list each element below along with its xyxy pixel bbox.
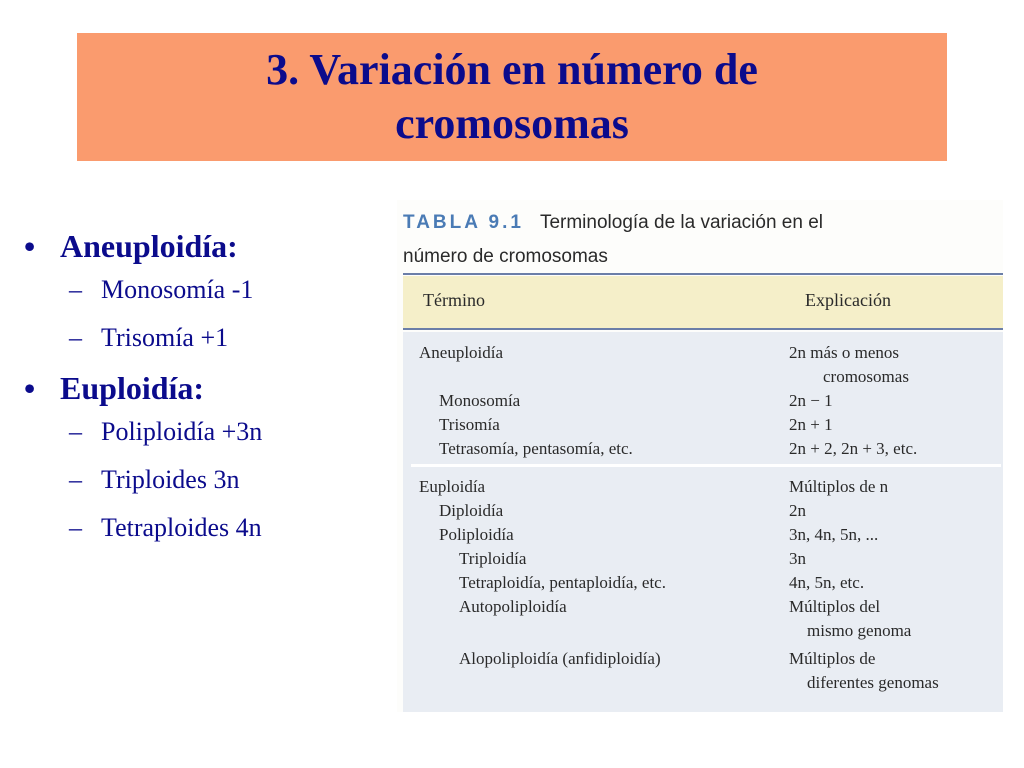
table-caption-line-1: Terminología de la variación en el [539, 212, 824, 233]
table-row-expl: Múltiplos de [789, 649, 876, 668]
column-header-explanation: Explicación [805, 290, 891, 310]
sub-bullet [24, 504, 374, 552]
table-row-expl: 2n + 2, 2n + 3, etc. [789, 439, 918, 458]
dash-icon: – [69, 513, 82, 542]
table-row-expl: mismo genoma [807, 621, 912, 640]
table-caption-line-2: número de cromosomas [403, 246, 608, 267]
table-row-expl: 2n + 1 [789, 415, 833, 434]
dash-icon: – [69, 465, 82, 494]
section-separator [411, 464, 1001, 467]
dash-icon: – [69, 275, 82, 304]
table-caption [403, 212, 823, 234]
sub-bullet-text: Trisomía +1 [101, 323, 229, 352]
table-header [403, 276, 1003, 328]
bullet-label: Euploidía: [60, 370, 205, 406]
table-row-term: Alopoliploidía (anfidiploidía) [459, 649, 661, 668]
terminology-table-image [397, 200, 1003, 712]
table-row-expl: Múltiplos de n [789, 477, 889, 496]
dash-icon: – [69, 417, 82, 446]
dash-icon: – [69, 323, 82, 352]
table-row-term: Tetraploidía, pentaploidía, etc. [459, 573, 666, 592]
sub-bullet [24, 456, 374, 504]
table-row-expl: cromosomas [823, 367, 909, 386]
slide-title-line-2: cromosomas [395, 99, 629, 148]
table-row-term: Poliploidía [439, 525, 514, 544]
bullet-dot-icon: • [24, 370, 36, 406]
table-row-term: Diploidía [439, 501, 504, 520]
bullet-aneuploidia [24, 226, 374, 266]
table-row-expl: 2n − 1 [789, 391, 833, 410]
table-row-expl: Múltiplos del [789, 597, 881, 616]
table-header-rule [403, 328, 1003, 330]
table-row-term: Triploidía [459, 549, 527, 568]
slide-title-line-1: 3. Variación en número de [266, 45, 758, 94]
bullet-list [24, 220, 374, 552]
bullet-label: Aneuploidía: [60, 228, 238, 264]
table-body [403, 332, 1003, 712]
sub-bullet-text: Tetraploides 4n [101, 513, 262, 542]
title-banner [77, 33, 947, 161]
sub-bullet [24, 314, 374, 362]
column-header-term: Término [423, 290, 485, 310]
table-row-term: Trisomía [439, 415, 500, 434]
table-row-expl: diferentes genomas [807, 673, 939, 692]
sub-bullet [24, 266, 374, 314]
table-row-expl: 2n más o menos [789, 343, 900, 362]
sub-bullet-text: Poliploidía +3n [101, 417, 263, 446]
table-row-expl: 3n, 4n, 5n, ... [789, 525, 879, 544]
bullet-euploidia [24, 368, 374, 408]
table-row-expl: 3n [789, 549, 806, 568]
table-row-term: Tetrasomía, pentasomía, etc. [439, 439, 633, 458]
table-top-rule [403, 273, 1003, 275]
table-row-expl: 4n, 5n, etc. [789, 573, 865, 592]
table-row-term: Autopoliploidía [459, 597, 567, 616]
table-row-term: Euploidía [419, 477, 486, 496]
bullet-dot-icon: • [24, 228, 36, 264]
sub-bullet-text: Triploides 3n [101, 465, 240, 494]
table-row-term: Monosomía [439, 391, 521, 410]
table-row-term: Aneuploidía [419, 343, 504, 362]
sub-bullet-text: Monosomía -1 [101, 275, 254, 304]
table-row-expl: 2n [789, 501, 806, 520]
sub-bullet [24, 408, 374, 456]
table-tag: TABLA 9.1 [403, 212, 524, 233]
